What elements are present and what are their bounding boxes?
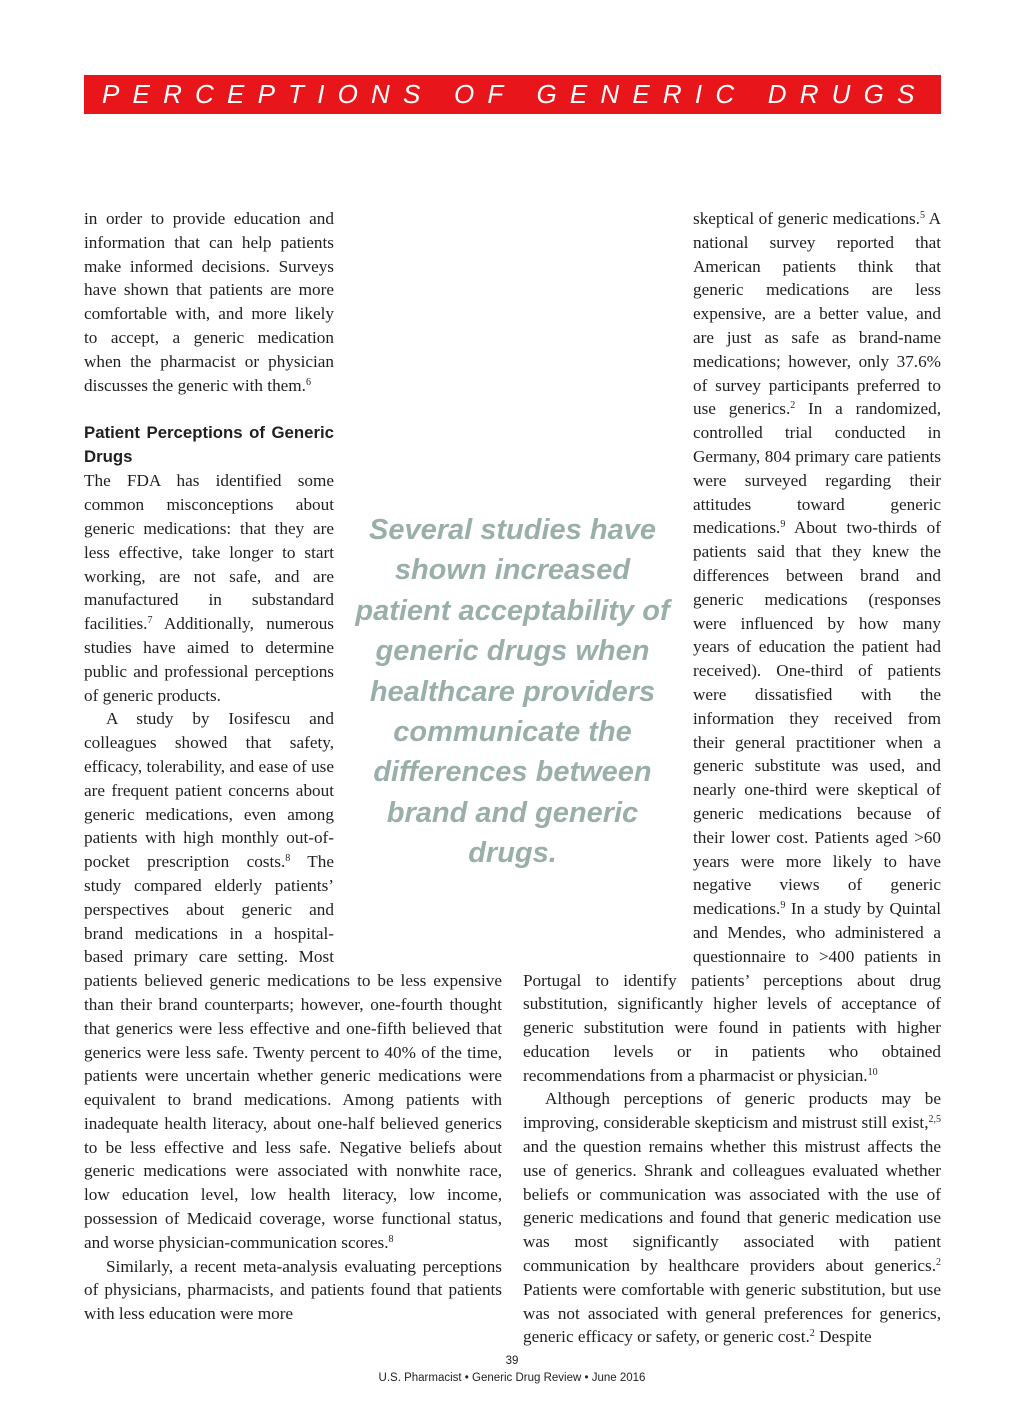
journal-footer: U.S. Pharmacist • Generic Drug Review • June 2016 — [378, 1372, 646, 1384]
paragraph-fda: The FDA has identified some common misconceptions about generic medications: that they are less effective, take longer to start working, are not safe, and are manufactured in substandard facilities.$^7$ Additionally, numerous studies have aimed to determine public and professional perceptions of generic products. — [84, 471, 334, 705]
reference-superscript: 2 — [790, 400, 796, 412]
paragraph-intro: in order to provide education and information that can help patients make informed decisions. Surveys have shown that patients are more comfortable with, and more likely to accept, a generic medication when the pharmacist or physician discusses the generic with them.$^6$ — [84, 209, 334, 395]
paragraph-skepticism: Although perceptions of generic products may be improving, considerable skepticism and mistrust still exist,$^{2,5}$ and the question remains whether this mistrust affects the use of generics. Shrank and colleagues evaluated whether beliefs or communication was associated with the use of generic medications and found that generic medication use was most significantly associated with patient communication by healthcare providers about generics.$^2$ Patients were comfortable with generic substitution, but use was not associated with general preferences for generics, generic efficacy or safety, or generic cost.$^2$ Despite — [523, 1089, 941, 1347]
reference-superscript: 9 — [780, 519, 786, 531]
reference-superscript: 8 — [285, 853, 291, 865]
paragraph-meta-analysis: Similarly, a recent meta-analysis evaluating perceptions of physicians, pharmacists, and patients found that patients with less education were more — [84, 1256, 502, 1324]
page-number: 39 — [505, 1355, 519, 1367]
reference-superscript: 6 — [305, 376, 311, 388]
reference-superscript: 2 — [936, 1257, 941, 1269]
reference-superscript: 5 — [919, 210, 925, 221]
reference-superscript: 7 — [147, 615, 153, 627]
reference-superscript: 10 — [867, 1066, 878, 1078]
paragraph-iosifescu: A study by Iosifescu and colleagues showed that safety, efficacy, tolerability, and ease of use are frequent patient concerns about generic medications, even among patients with high monthly out-of-pocket prescription costs.$^8$ The study compared elderly patients’ perspectives about generic and brand medications in a hospital-based primary care setting. Most patients believed generic medications to be less expensive than their brand counterparts; however, one-fourth thought that generics were less effective and one-fifth believed that generics were less safe. Twenty percent to 40% of the time, patients were uncertain whether generic medications were equivalent to brand medications. Among patients with inadequate health literacy, about one-half believed generics to be less effective and less safe. Negative beliefs about generic medications were associated with nonwhite race, low education level, low health literacy, low income, possession of Medicaid coverage, worse functional status, and worse physician-communication scores.$^8$ — [84, 709, 502, 1252]
section-banner: PERCEPTIONS OF GENERIC DRUGS — [84, 75, 941, 114]
reference-superscript: 2,5 — [928, 1114, 941, 1126]
pull-quote: Several studies have shown increased patient acceptability of generic drugs when healthcare providers communicate the differences between brand and generic drugs. — [355, 514, 670, 870]
reference-superscript: 8 — [388, 1233, 394, 1245]
section-heading: Patient Perceptions of Generic Drugs — [84, 423, 334, 467]
reference-superscript: 2 — [809, 1328, 815, 1340]
paragraph-surveys: skeptical of generic medications.$^5$ A national survey reported that American patients think that generic medications are less expensive, are a better value, and are just as safe as brand-name medications; however, only 37.6% of survey participants preferred to use generics.$^2$ In a randomized, controlled trial conducted in Germany, 804 primary care patients were surveyed regarding their attitudes toward generic medications.$^9$ About two-thirds of patients said that they knew the differences between brand and generic medications (responses were influenced by how many years of education the patient had received). One-third of patients were dissatisfied with the information they received from their general practitioner when a generic substitute was used, and nearly one-third were skeptical of generic medications because of their lower cost. Patients aged >60 years were more likely to have negative views of generic medications.$^9$ In a study by Quintal and Mendes, who administered a questionnaire to >400 patients in Portugal to identify patients’ perceptions about drug substitution, significantly higher levels of acceptance of generic substitution were found in patients with higher education levels or in patients who obtained recommendations from a pharmacist or physician.$^{10}$ — [523, 209, 941, 1085]
reference-superscript: 9 — [780, 900, 786, 912]
